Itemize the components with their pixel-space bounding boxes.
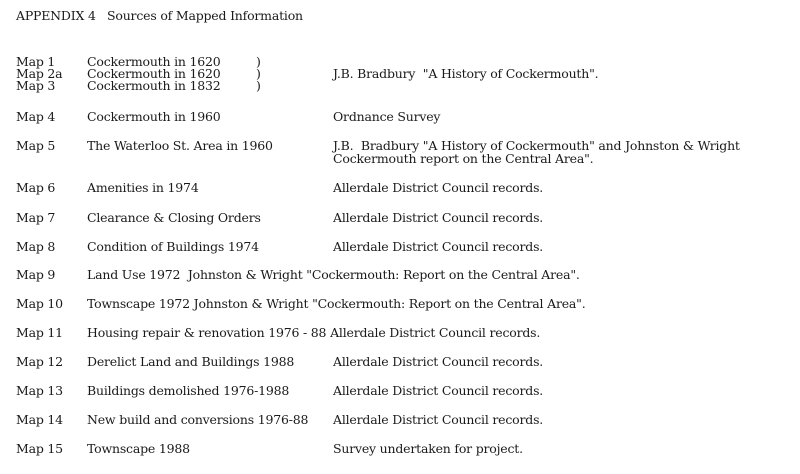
map-subject: Cockermouth in 1832 — [87, 78, 221, 93]
map-number: Map 7 — [16, 210, 56, 225]
map-subject: Townscape 1988 — [87, 441, 190, 456]
map-number: Map 11 — [16, 325, 63, 340]
map-number: Map 5 — [16, 138, 56, 153]
map-subject: Land Use 1972 Johnston & Wright "Cockermouth: Report on the Central Area". — [87, 267, 580, 282]
map-subject: Derelict Land and Buildings 1988 — [87, 354, 295, 369]
map-subject: Condition of Buildings 1974 — [87, 239, 259, 254]
map-subject: Buildings demolished 1976-1988 — [87, 383, 290, 398]
map-source: Survey undertaken for project. — [333, 441, 523, 456]
map-source: J.B. Bradbury "A History of Cockermouth". — [333, 66, 599, 81]
map-source: Allerdale District Council records. — [333, 210, 544, 225]
map-number: Map 3 — [16, 78, 56, 93]
map-subject: Housing repair & renovation 1976 - 88 Allerdale District Council records. — [87, 325, 541, 340]
map-subject: Cockermouth in 1620 — [87, 66, 221, 81]
map-subject: Amenities in 1974 — [87, 180, 199, 195]
map-number: Map 6 — [16, 180, 56, 195]
map-source: J.B. Bradbury "A History of Cockermouth" and Johnston & Wright — [333, 138, 740, 153]
bracket: ) — [256, 66, 261, 81]
map-source-continued: Cockermouth report on the Central Area". — [333, 151, 594, 166]
map-number: Map 1 — [16, 54, 56, 69]
map-number: Map 14 — [16, 412, 63, 427]
map-number: Map 12 — [16, 354, 63, 369]
map-number: Map 4 — [16, 109, 56, 124]
bracket: ) — [256, 54, 261, 69]
map-number: Map 10 — [16, 296, 63, 311]
bracket: ) — [256, 78, 261, 93]
map-source: Allerdale District Council records. — [333, 354, 544, 369]
map-subject: Cockermouth in 1620 — [87, 54, 221, 69]
map-source: Allerdale District Council records. — [333, 180, 544, 195]
map-subject: Clearance & Closing Orders — [87, 210, 261, 225]
map-number: Map 13 — [16, 383, 63, 398]
map-source: Allerdale District Council records. — [333, 239, 544, 254]
map-source: Allerdale District Council records. — [333, 412, 544, 427]
map-source: Allerdale District Council records. — [333, 383, 544, 398]
map-subject: New build and conversions 1976-88 — [87, 412, 309, 427]
map-source: Ordnance Survey — [333, 109, 441, 124]
map-subject: Townscape 1972 Johnston & Wright "Cockermouth: Report on the Central Area". — [87, 296, 586, 311]
map-number: Map 2a — [16, 66, 63, 81]
map-subject: Cockermouth in 1960 — [87, 109, 221, 124]
map-number: Map 15 — [16, 441, 63, 456]
map-number: Map 8 — [16, 239, 56, 254]
map-subject: The Waterloo St. Area in 1960 — [87, 138, 273, 153]
page-title: APPENDIX 4 Sources of Mapped Information — [16, 8, 303, 23]
map-number: Map 9 — [16, 267, 56, 282]
